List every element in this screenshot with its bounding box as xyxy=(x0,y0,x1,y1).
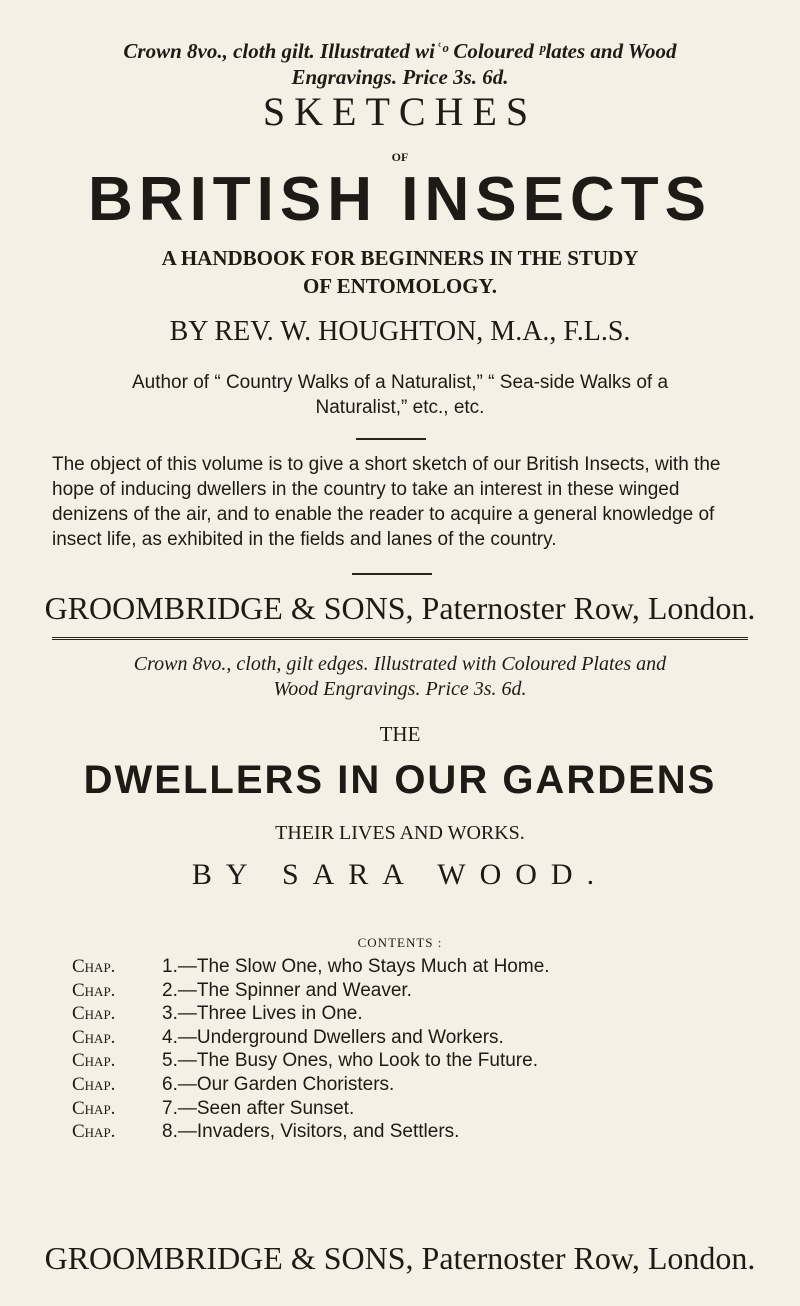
publisher-imprint-2 xyxy=(40,1240,760,1277)
chapter-title: 6.—Our Garden Choristers. xyxy=(162,1073,395,1095)
chapter-title: 8.—Invaders, Visitors, and Settlers. xyxy=(162,1121,460,1143)
chapter-title: 5.—The Busy Ones, who Look to the Future. xyxy=(162,1050,538,1072)
chapter-label: Chap. xyxy=(72,1050,116,1072)
subtitle-line-2: OF ENTOMOLOGY. xyxy=(302,274,498,298)
heading-sketches: SKETCHES xyxy=(262,89,538,134)
publisher-name: GROOMBRIDGE & SONS, xyxy=(44,1240,414,1276)
chapter-label: Chap. xyxy=(72,979,116,1001)
book-subtitle-1 xyxy=(40,244,760,300)
edition-line-1: Crown 8vo., cloth gilt. Illustrated wiʿᵒ Coloured ᵖlates and Wood xyxy=(123,39,677,63)
contents-row xyxy=(72,1002,760,1026)
publisher-address: Paternoster Row, London. xyxy=(421,1240,756,1276)
publisher-imprint-1 xyxy=(40,590,760,627)
chapter-label: Chap. xyxy=(72,1026,116,1048)
chapter-title: 7.—Seen after Sunset. xyxy=(162,1097,355,1119)
chapter-title: 4.—Underground Dwellers and Workers. xyxy=(162,1026,504,1048)
other-works-line-2: Naturalist,” etc., etc. xyxy=(315,397,485,418)
chapter-title: 3.—Three Lives in One. xyxy=(162,1003,363,1025)
chapter-label: Chap. xyxy=(72,1097,116,1119)
heading-of: OF xyxy=(391,150,409,164)
chapter-label: Chap. xyxy=(72,1121,116,1143)
book-title-dwellers: DWELLERS IN OUR GARDENS xyxy=(83,758,717,802)
edition-line-2: Engravings. Price 3s. 6d. xyxy=(291,65,509,89)
other-works xyxy=(60,370,740,420)
contents-row xyxy=(72,1073,760,1097)
publisher-address: Paternoster Row, London. xyxy=(421,590,756,626)
edition-line-2: Wood Engravings. Price 3s. 6d. xyxy=(273,678,527,700)
other-works-line-1: Author of “ Country Walks of a Naturalist,” “ Sea-side Walks of a xyxy=(131,372,669,393)
subtitle-line-1: A HANDBOOK FOR BEGINNERS IN THE STUDY xyxy=(161,246,639,270)
author-sara-wood: BY SARA WOOD. xyxy=(191,858,609,891)
publisher-name: GROOMBRIDGE & SONS, xyxy=(44,590,414,626)
contents-row xyxy=(72,979,760,1003)
heading-the: THE xyxy=(379,722,421,746)
contents-row xyxy=(72,1049,760,1073)
edition-details-2 xyxy=(50,652,750,702)
edition-details-1 xyxy=(40,38,760,90)
chapter-title: 2.—The Spinner and Weaver. xyxy=(162,979,412,1001)
divider-short xyxy=(356,438,426,440)
contents-row xyxy=(72,955,760,979)
contents-row xyxy=(72,1097,760,1121)
author-houghton: BY REV. W. HOUGHTON, M.A., F.L.S. xyxy=(169,316,631,347)
divider-double xyxy=(52,637,748,642)
chapter-label: Chap. xyxy=(72,956,116,977)
book-title-british-insects: BRITISH INSECTS xyxy=(88,165,712,234)
divider-short xyxy=(352,573,432,575)
edition-line-1: Crown 8vo., cloth, gilt edges. Illustrated with Coloured Plates and xyxy=(133,653,667,675)
chapter-label: Chap. xyxy=(72,1073,116,1095)
book-subtitle-2: THEIR LIVES AND WORKS. xyxy=(275,822,525,844)
contents-row xyxy=(72,1120,760,1144)
chapter-title: 1.—The Slow One, who Stays Much at Home. xyxy=(162,956,550,977)
contents-heading: CONTENTS : xyxy=(357,935,443,950)
contents-list xyxy=(72,955,760,1144)
contents-row xyxy=(72,1026,760,1050)
chapter-label: Chap. xyxy=(72,1003,116,1025)
book-description: The object of this volume is to give a short sketch of our British Insects, with the hope of inducing dwellers in the country to take an interest in these winged denizens of the air, and to enable the reader to acquire a general knowledge of insect life, as exhibited in the fields and lanes of the country. xyxy=(52,454,721,550)
